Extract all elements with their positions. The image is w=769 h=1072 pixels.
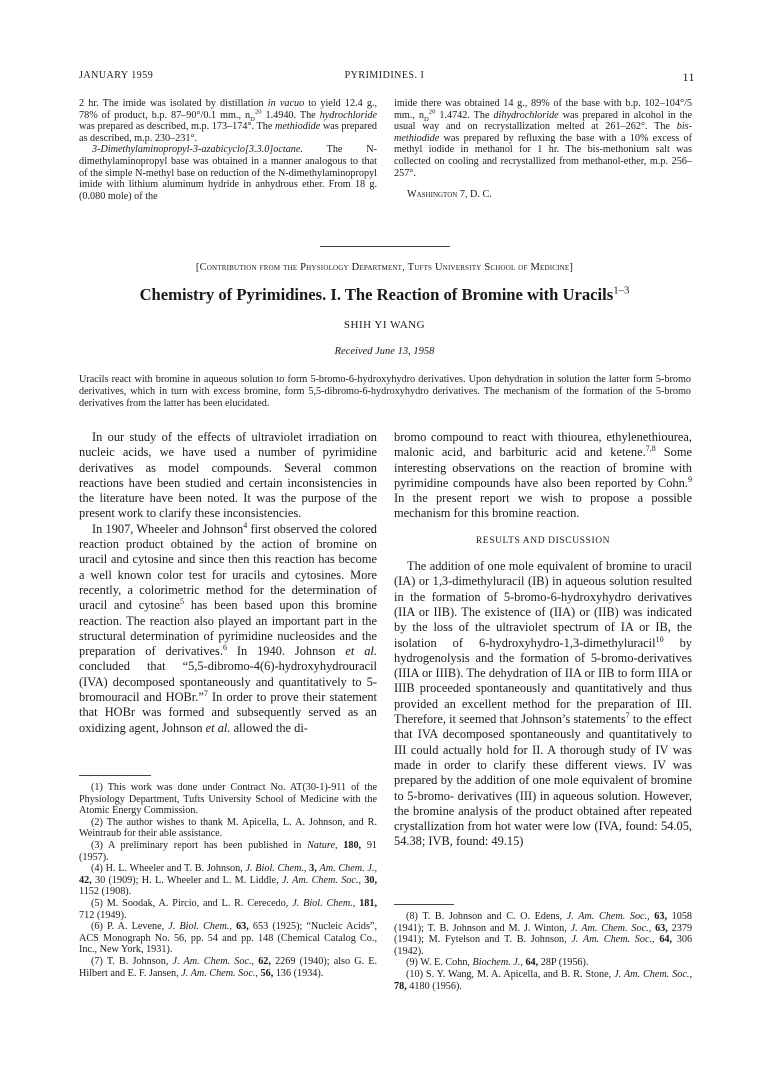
text-run: 1.4742. The — [439, 109, 490, 121]
footnote-text: 2269 (1940); also G. E. Hilbert and E. F. Jansen, — [79, 955, 378, 979]
footnote-number: (1) — [91, 782, 103, 793]
journal-name: J. Biol. Chem., — [168, 921, 232, 933]
journal-name: J. Am. Chem. Soc., — [181, 967, 258, 979]
text-run: was prepared as described, m.p. 230–231°. — [79, 121, 378, 144]
footnote-text: M. Soodak, A. Pircio, and L. R. Cerecedo, — [106, 897, 289, 909]
volume-number: 63, — [654, 911, 668, 922]
article-title-text: Chemistry of Pyrimidines. I. The Reaction of Bromine with Uracils — [139, 285, 614, 304]
text-run: was prepared as described, m.p. 173–174°. The — [79, 121, 273, 133]
text-run: The addition of one mole equivalent of bromine to uracil (IA) or 1,3-dimethyluracil (IB) in aqueous solution resulted in the formation of 5-bromo-6-hydroxyhydro derivatives (IIA or IIB). The existence of (IIA) or (IIB) was indicated by the loss of the ultraviolet spectrum of IA or IB, the isolation of 6-hydroxyhydro-1,3-dimethyluracil — [394, 559, 692, 650]
footnote-number: (8) — [406, 911, 418, 922]
volume-number: 63, — [655, 922, 668, 934]
footnotes-right — [394, 911, 692, 992]
footnote-text: 30 (1909); H. L. Wheeler and L. M. Liddle, — [95, 874, 279, 886]
text-run: first observed the colored reaction product obtained by the action of bromine on uracil and cytosine and since then this reaction has become a well known color test for uracils and cytosines. More recently, a colorimetric method for the determination of uracil and cytosine — [79, 521, 377, 613]
footnotes-left — [79, 782, 377, 979]
text-run: In the present report we wish to propose a possible mechanism for this bromine reaction. — [394, 491, 692, 521]
italic-term: methiodide — [275, 121, 321, 133]
text-run: was prepared in alcohol in the usual way and on recrystallization melted at 261–262°. The — [394, 109, 693, 133]
footnote — [79, 840, 377, 863]
footnote-text: 4180 (1956). — [409, 980, 462, 992]
volume-number: 56, — [260, 967, 274, 979]
compound-name: 3-Dimethylaminopropyl-3-azabicyclo[3.3.0]octane. — [92, 144, 303, 156]
text-run: by hydrogenolysis and the formation of 5-bromo-derivatives (IIIA or IIIB). The dehydration of IIA or IIB to form IIIA or IIIB proceeded spontaneously and quantitatively and thus provided an excellent method for the preparation of III. Therefore, it seemed that Johnson’s statements — [394, 635, 692, 727]
italic-term: dihydrochloride — [493, 109, 559, 121]
volume-number: 3, — [309, 863, 317, 875]
article-separator-rule — [320, 246, 450, 247]
footnote — [79, 921, 377, 956]
footnote-text: T. B. Johnson, — [106, 955, 169, 967]
journal-name: Nature, — [307, 839, 338, 851]
footnote — [79, 863, 377, 898]
footnote-text: 712 (1949). — [79, 909, 127, 921]
footnote — [394, 911, 692, 957]
footnote-text: The author wishes to thank M. Apicella, L. A. Johnson, and R. Weintraub for their able assistance. — [79, 816, 377, 840]
text-run: 1.4940. The — [265, 109, 316, 121]
section-heading: RESULTS AND DISCUSSION — [475, 535, 611, 546]
footnote — [79, 782, 377, 817]
body-paragraph — [394, 430, 692, 522]
footnote-number: (5) — [91, 897, 103, 909]
footnote-number: (3) — [91, 839, 103, 851]
citation-marker: 7,8 — [645, 444, 656, 454]
volume-number: 181, — [359, 897, 378, 909]
footnote-text: 28P (1956). — [540, 957, 589, 969]
volume-number: 30, — [364, 874, 378, 886]
journal-name: J. Am. Chem. Soc., — [566, 911, 650, 922]
italic-term: in vacuo — [267, 98, 305, 109]
title-footnote-marker: 1–3 — [613, 284, 630, 297]
citation-marker: 10 — [655, 634, 664, 644]
text-run: The N-dimethylaminopropyl base was obtained in a manner analogous to that of the simple N-methyl base on reduction of the N-dimethylaminopropyl imide with lithium aluminum hydride in anhydrous ether. From 18 g. (0.080 mole) of the — [79, 144, 377, 202]
footnote — [394, 969, 692, 992]
footnote-rule — [79, 775, 151, 776]
text-run: In 1940. Johnson — [236, 644, 336, 659]
journal-name: J. Am. Chem. Soc., — [172, 955, 255, 967]
contribution-line: [Contribution from the Physiology Department, Tufts University School of Medicine] — [195, 262, 574, 273]
text-run: to the effect that IVA decomposed spontaneously and quantitatively to III could actually hold for II. A thorough study of IV was made in order to clarify these different views. IV was prepared by the addition of one mole equivalent of bromine to 5-bromo- derivatives (III) in aqueous solution. However, the bromine analysis of the product obtained after repeated crystallization from hot water were low (IVA, found: 54.05, 54.38; IVB, found: 49.15) — [394, 712, 692, 849]
author-address: Washington 7, D. C. — [407, 189, 492, 201]
footnote-text: 1058 (1941); T. B. Johnson and M. J. Winton, — [394, 911, 692, 934]
italic-term: et al. — [345, 644, 377, 659]
text-run: was prepared by refluxing the base with a 10% excess of methyl iodide in methanol for 1 hr. The bis-methonium salt was collected on cooling and recrystallized from methanol-ether, m.p. 256–257°. — [394, 132, 693, 179]
footnote — [79, 956, 377, 979]
journal-name: J. Biol. Chem., — [245, 863, 307, 875]
italic-term: hydrochloride — [319, 109, 378, 121]
prev-article-paragraph — [79, 98, 377, 144]
body-paragraph: In our study of the effects of ultraviolet irradiation on nucleic acids, we have used a number of pyrimidine derivatives as model compounds. Several common reactions have been studied and certain inconsistencies in the literature have been noted. It was the purpose of the present work to clarify these inconsistencies. — [79, 430, 377, 521]
volume-number: 64, — [659, 934, 673, 946]
body-paragraph — [79, 522, 377, 736]
journal-name: J. Am. Chem. Soc., — [614, 968, 693, 980]
footnote — [79, 898, 377, 921]
text-run: bromo compound to react with thiourea, ethylenethiourea, malonic acid, and barbituric acid and ketene. — [394, 430, 692, 460]
text-run: 2 hr. The imide was isolated by distillation — [79, 98, 264, 109]
body-left-column — [79, 430, 377, 736]
citation-marker: 7 — [625, 710, 630, 720]
footnote-rule — [394, 904, 454, 905]
article-title — [0, 285, 769, 305]
page-number: 11 — [682, 70, 695, 84]
text-run: allowed the di- — [233, 720, 308, 735]
footnote-text: W. E. Cohn, — [420, 957, 470, 969]
text-run: imide there was obtained 14 g., 89% of the base with b.p. 102–104°/5 mm., n — [394, 98, 692, 121]
volume-number: 78, — [394, 980, 407, 992]
prev-article-left-column — [79, 98, 377, 202]
journal-name: J. Biol. Chem., — [292, 897, 356, 909]
journal-name: Am. Chem. J., — [319, 863, 378, 875]
text-run: Some interesting observations on the reaction of bromine with pyrimidine compounds have also been reported by Cohn. — [394, 445, 692, 490]
text-run: concluded that “5,5-dibromo-4(6)-hydroxyhydrouracil (IVA) decomposed spontaneously and quantitatively to 5-bromouracil and HOBr.” — [79, 659, 377, 705]
footnote-text: S. Y. Wang, M. A. Apicella, and B. R. Stone, — [425, 968, 612, 980]
footnote-text: 136 (1934). — [275, 967, 324, 979]
footnote-number: (6) — [91, 921, 103, 933]
citation-marker: 5 — [180, 597, 185, 607]
superscript: 20 — [254, 108, 262, 116]
volume-number: 63, — [236, 921, 249, 933]
footnote-text: 1152 (1908). — [79, 886, 132, 898]
footnote — [79, 817, 377, 840]
footnote-text: H. L. Wheeler and T. B. Johnson, — [105, 863, 243, 875]
citation-marker: 9 — [687, 474, 692, 484]
italic-term: et al. — [205, 720, 231, 735]
footnote-number: (4) — [91, 863, 103, 875]
body-right-column — [394, 430, 692, 850]
volume-number: 64, — [525, 957, 539, 969]
superscript: 20 — [428, 108, 436, 116]
footnote-text: T. B. Johnson and C. O. Edens, — [422, 911, 563, 922]
citation-marker: 6 — [222, 643, 228, 653]
journal-name: J. Am. Chem. Soc., — [571, 934, 655, 946]
running-header-title: PYRIMIDINES. I — [344, 70, 425, 81]
journal-name: J. Am. Chem. Soc., — [282, 874, 362, 886]
footnote-number: (7) — [91, 955, 103, 967]
journal-name: J. Am. Chem. Soc., — [570, 922, 652, 934]
footnote-number: (2) — [91, 816, 103, 828]
prev-article-right-column — [394, 98, 692, 201]
footnote-number: (9) — [406, 957, 418, 969]
abstract: Uracils react with bromine in aqueous solution to form 5-bromo-6-hydroxyhydro derivatives. Upon dehydration in solution the latter form 5-bromo derivatives, which in turn with excess bromine, form 5,5-dibromo-6-hydroxyhydro derivatives. The mechanism of the formation of the 5-bromo derivatives from the latter has been elucidated. — [79, 374, 691, 409]
received-date: Received June 13, 1958 — [334, 346, 435, 357]
italic-term: bis-methiodide — [394, 121, 692, 144]
footnote — [394, 957, 692, 969]
footnote-text: 653 (1925); “Nucleic Acids”, ACS Monograph No. 56, pp. 54 and pp. 148 (Chemical Catalog Co., Inc., New York, 1931). — [79, 921, 377, 956]
footnote-text: A preliminary report has been published in — [108, 839, 302, 851]
text-run: to yield 12.4 g., 78% of product, b.p. 87–90°/0.1 mm., n — [79, 98, 378, 121]
citation-marker: 4 — [243, 520, 248, 530]
text-run: In 1907, Wheeler and Johnson — [92, 521, 244, 536]
prev-article-paragraph — [79, 144, 377, 202]
body-paragraph — [394, 559, 692, 850]
author-name: SHIH YI WANG — [343, 319, 426, 331]
footnote-text: P. A. Levene, — [107, 921, 165, 933]
text-run: In order to prove their statement that HOBr was formed and subsequently served as an oxidizing agent, Johnson — [79, 690, 377, 735]
prev-article-paragraph — [394, 98, 692, 179]
footnote-text: 91 (1957). — [79, 839, 377, 863]
volume-number: 42, — [79, 874, 92, 886]
text-run: has been based upon this bromine reaction. The reaction also played an important part in the structural determination of pyrimidine nucleosides and the preparation of derivatives. — [79, 598, 377, 659]
footnote-number: (10) — [406, 968, 423, 980]
subscript: D — [423, 115, 429, 123]
running-header-date: JANUARY 1959 — [79, 70, 154, 81]
volume-number: 62, — [258, 955, 271, 967]
citation-marker: 7 — [203, 688, 208, 698]
footnote-text: 306 (1942). — [394, 934, 693, 957]
footnote-text: This work was done under Contract No. AT(30-1)-911 of the Physiology Department, Tufts University School of Medicine with the Atomic Energy Commission. — [79, 782, 377, 817]
volume-number: 180, — [343, 839, 362, 851]
subscript: D — [250, 115, 255, 123]
journal-name: Biochem. J., — [472, 957, 523, 969]
footnote-text: 2379 (1941); M. Fytelson and T. B. Johnson, — [394, 922, 693, 946]
